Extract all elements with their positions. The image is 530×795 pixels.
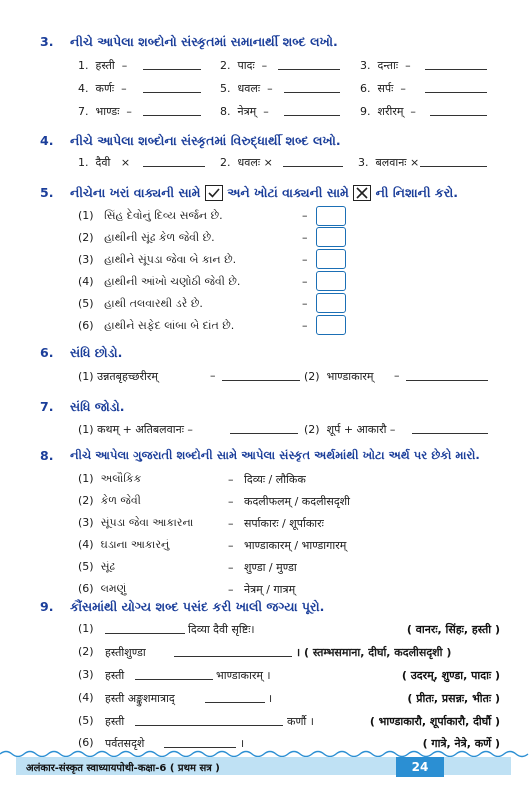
footer-title: अलंकार-संस्कृत स्वाध्यायपोथी-कक्षा-6 ( प्रथम सत्र )	[26, 763, 220, 774]
q5-checkbox-3[interactable]	[316, 249, 346, 269]
q8-instruction: નીચે આપેલા ગુજરાતી શબ્દોની સામે આપેલા સંસ્કૃત અર્થમાંથી ખોટા અર્થ પર છેકો મારો.	[70, 448, 480, 462]
q5-number: 5.	[40, 185, 54, 200]
q3-answer-line-9[interactable]	[430, 115, 487, 116]
q5-item-3: (3) હાથીને સૂંપડા જેવા બે કાન છે.	[78, 253, 237, 266]
q4-number: 4.	[40, 133, 54, 148]
q5-dash-5: –	[302, 297, 308, 310]
q9-item-6-lead: पर्वतसदृशे	[105, 737, 145, 750]
q8-item-1: (1) અલૌકિક	[78, 472, 142, 485]
q3-answer-line-4[interactable]	[143, 92, 201, 93]
q8-meaning-4[interactable]: – भाण्डाकारम् / भाण्डागारम्	[228, 539, 347, 552]
q3-answer-line-7[interactable]	[143, 115, 201, 116]
q8-item-3: (3) સૂંપડા જેવા આકારના	[78, 516, 194, 529]
q9-item-4-lead: हस्ती अङ्कुशमात्राद्	[105, 692, 175, 705]
q5-dash-2: –	[302, 231, 308, 244]
q5-instruction	[70, 185, 458, 202]
q3-answer-line-8[interactable]	[284, 115, 340, 116]
q9-options-3: ( उदरम्, शुण्डा, पादाः )	[401, 669, 500, 682]
q5-checkbox-4[interactable]	[316, 271, 346, 291]
q7-number: 7.	[40, 399, 54, 414]
q9-blank-6[interactable]	[164, 747, 236, 748]
q3-item-2: 2. पादः –	[220, 59, 268, 72]
q7-instruction: સંધિ જોડો.	[70, 399, 125, 414]
q4-answer-line-1[interactable]	[143, 166, 205, 167]
q5-text-a: નીચેના ખરાં વાક્યની સામે	[70, 185, 201, 200]
q3-item-6: 6. सर्पः –	[360, 82, 406, 95]
q8-meaning-3[interactable]: – सर्पाकारः / शूर्पाकारः	[228, 517, 324, 530]
q9-item-5-text: कर्णौ ।	[287, 715, 314, 728]
q7-answer-line-1[interactable]	[230, 433, 298, 434]
q3-item-9: 9. शरीरम् –	[360, 105, 416, 118]
q6-item-1: (1) उन्नतबृहच्छरीरम्	[78, 370, 158, 383]
q5-item-1: (1) સિંહ દેવોનું દિવ્ય સર્જન છે.	[78, 209, 223, 222]
q8-item-4: (4) ઘડાના આકારનું	[78, 538, 170, 551]
q8-item-2: (2) કેળ જેવી	[78, 494, 141, 507]
q4-answer-line-2[interactable]	[283, 166, 343, 167]
q3-answer-line-6[interactable]	[425, 92, 487, 93]
q8-meaning-2[interactable]: – कदलीफलम् / कदलीसदृशी	[228, 495, 351, 508]
q9-options-6: ( गात्रे, नेत्रे, कर्णे )	[422, 737, 500, 750]
q8-meaning-5[interactable]: – शुण्डा / मुण्डा	[228, 561, 297, 574]
q4-answer-line-3[interactable]	[420, 166, 487, 167]
q5-item-2: (2) હાથીની સૂંઢ કેળ જેવી છે.	[78, 231, 215, 244]
q8-item-6: (6) લમણું	[78, 582, 127, 595]
q7-answer-line-2[interactable]	[412, 433, 488, 434]
q8-item-5: (5) સૂંઢ	[78, 560, 115, 573]
q9-blank-4[interactable]	[205, 702, 265, 703]
q5-item-6: (6) હાથીને સફેદ લાંબા બે દાંત છે.	[78, 319, 235, 332]
q9-item-6-number: (6)	[78, 736, 94, 749]
q9-item-4-number: (4)	[78, 691, 94, 704]
q5-dash-3: –	[302, 253, 308, 266]
q7-item-1: (1) कथम् + अतिबलवानः –	[78, 423, 193, 436]
q5-checkbox-1[interactable]	[316, 206, 346, 226]
q8-number: 8.	[40, 448, 54, 463]
q4-instruction: નીચે આપેલા શબ્દોના સંસ્કૃતમાં વિરુદ્ધાર્થી શબ્દ લખો.	[70, 133, 341, 148]
q3-instruction: નીચે આપેલા શબ્દોનો સંસ્કૃતમાં સમાનાર્થી શબ્દ લખો.	[70, 34, 338, 49]
q9-options-4: ( प्रीतः, प्रसन्नः, भीतः )	[407, 692, 500, 705]
q9-item-5-number: (5)	[78, 714, 94, 727]
q9-item-2-number: (2)	[78, 645, 94, 658]
q9-blank-5[interactable]	[135, 725, 283, 726]
page-footer	[0, 757, 530, 795]
q3-answer-line-3[interactable]	[425, 69, 487, 70]
q5-checkbox-6[interactable]	[316, 315, 346, 335]
q5-checkbox-2[interactable]	[316, 227, 346, 247]
q9-item-3-lead: हस्ती	[105, 669, 125, 682]
cross-box-icon	[353, 185, 371, 201]
q6-dash-1: –	[210, 369, 216, 382]
q5-dash-1: –	[302, 209, 308, 222]
q8-meaning-1[interactable]: – दिव्यः / लौकिक	[228, 473, 306, 486]
q6-number: 6.	[40, 345, 54, 360]
page-number: 24	[396, 757, 444, 777]
q9-item-3-text: भाण्डाकारम् ।	[216, 669, 271, 682]
tick-box-icon	[205, 185, 223, 201]
q6-instruction: સંધિ છોડો.	[70, 345, 123, 360]
q9-item-4-text: ।	[268, 692, 273, 705]
q4-item-2: 2. धवलः ×	[220, 156, 273, 169]
q3-item-1: 1. हस्ती –	[78, 59, 128, 72]
q3-item-3: 3. दन्ताः –	[360, 59, 411, 72]
q5-checkbox-5[interactable]	[316, 293, 346, 313]
q9-instruction: કૌંસમાંથી યોગ્ય શબ્દ પસંદ કરી ખાલી જગ્યા પૂરો.	[70, 599, 325, 614]
q9-item-3-number: (3)	[78, 668, 94, 681]
q5-item-5: (5) હાથી તલવારથી ડરે છે.	[78, 297, 203, 310]
q4-item-3: 3. बलवानः ×	[358, 156, 420, 169]
q9-item-2-text: । ( स्तम्भसमाना, दीर्घा, कदलीसदृशी )	[296, 646, 452, 659]
q9-number: 9.	[40, 599, 54, 614]
q5-dash-4: –	[302, 275, 308, 288]
q5-text-b: અને ખોટાં વાક્યની સામે	[227, 185, 349, 200]
q5-item-4: (4) હાથીની આંખો ચણોઠી જેવી છે.	[78, 275, 241, 288]
q3-item-8: 8. नेत्रम् –	[220, 105, 269, 118]
q9-item-2-lead: हस्तीशुण्डा	[105, 646, 146, 659]
q9-options-5: ( भाण्डाकारौ, शूर्पाकारौ, दीर्घौ )	[369, 715, 500, 728]
q9-item-1-number: (1)	[78, 622, 94, 635]
q9-blank-1[interactable]	[105, 633, 185, 634]
q3-item-7: 7. भाण्डः –	[78, 105, 132, 118]
q5-dash-6: –	[302, 319, 308, 332]
q3-answer-line-5[interactable]	[284, 92, 340, 93]
q6-dash-2: –	[394, 369, 400, 382]
q3-number: 3.	[40, 34, 54, 49]
q9-options-1: ( वानरः, सिंहः, हस्ती )	[406, 623, 500, 636]
q6-answer-line-2[interactable]	[406, 380, 488, 381]
q6-answer-line-1[interactable]	[222, 380, 300, 381]
q9-item-6-text: ।	[240, 737, 245, 750]
q5-text-c: ની નિશાની કરો.	[375, 185, 459, 200]
q6-item-2: (2) भाण्डाकारम्	[304, 370, 374, 383]
q9-item-5-lead: हस्ती	[105, 715, 125, 728]
q3-answer-line-2[interactable]	[278, 69, 340, 70]
q9-item-1-text: दिव्या दैवी सृष्टिः।	[188, 623, 255, 636]
q3-item-4: 4. कर्णः –	[78, 82, 127, 95]
q3-item-5: 5. धवलः –	[220, 82, 273, 95]
q7-item-2: (2) शूर्प + आकारौ –	[304, 423, 396, 436]
q9-blank-2[interactable]	[174, 656, 292, 657]
q8-meaning-6[interactable]: – नेत्रम् / गात्रम्	[228, 583, 296, 596]
q3-answer-line-1[interactable]	[143, 69, 201, 70]
q9-blank-3[interactable]	[135, 679, 213, 680]
q4-item-1: 1. दैवी ×	[78, 156, 131, 169]
